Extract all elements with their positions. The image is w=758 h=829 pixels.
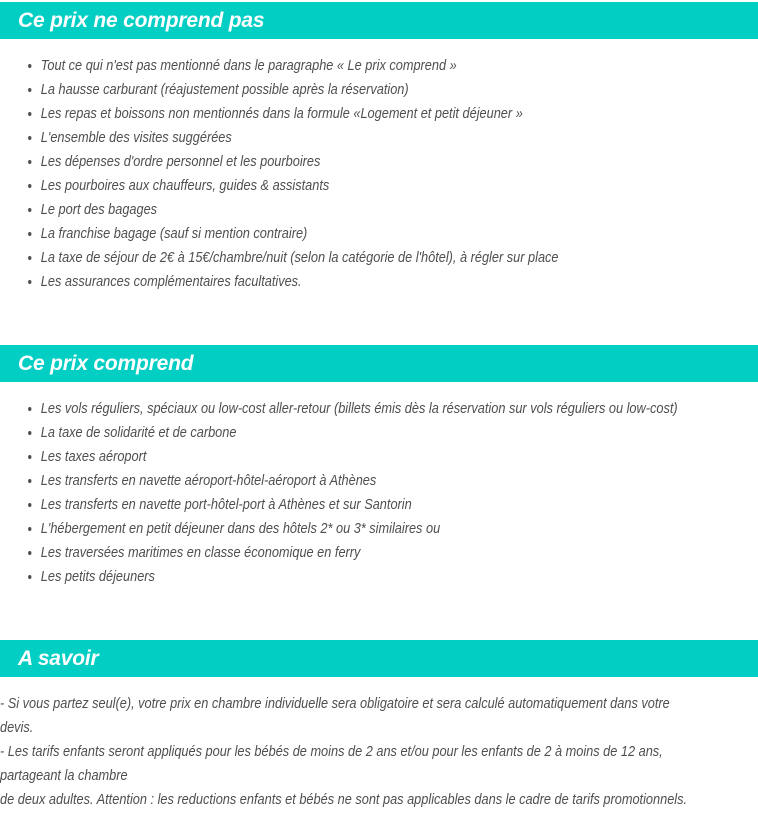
price-excludes-item: • Les repas et boissons non mentionnés dans la formule «Logement et petit déjeuner » <box>41 102 758 126</box>
section-title-price-excludes: Ce prix ne comprend pas <box>18 8 265 32</box>
price-includes-item: • Les taxes aéroport <box>41 445 758 469</box>
price-includes-item: • Les vols réguliers, spéciaux ou low-cost aller-retour (billets émis dès la réservation sur vols réguliers ou low-cost) <box>41 397 758 421</box>
section-header-price-excludes <box>0 2 758 39</box>
section-title-know: A savoir <box>18 646 99 670</box>
price-excludes-list <box>0 54 758 294</box>
section-header-price-includes <box>0 345 758 382</box>
section-price-includes <box>0 345 758 589</box>
price-includes-item: • La taxe de solidarité et de carbone <box>41 421 758 445</box>
price-excludes-content <box>0 54 758 294</box>
price-includes-list <box>0 397 758 589</box>
section-title-price-includes: Ce prix comprend <box>18 351 194 375</box>
know-text <box>0 692 758 827</box>
price-excludes-item: • La hausse carburant (réajustement possible après la réservation) <box>41 78 758 102</box>
section-price-excludes <box>0 2 758 294</box>
price-includes-item: • Les transferts en navette port-hôtel-port à Athènes et sur Santorin <box>41 493 758 517</box>
price-includes-item: • Les petits déjeuners <box>41 565 758 589</box>
price-excludes-item: • La franchise bagage (sauf si mention contraire) <box>41 222 758 246</box>
section-know <box>0 640 758 827</box>
price-includes-item: • Les transferts en navette aéroport-hôtel-aéroport à Athènes <box>41 469 758 493</box>
price-excludes-item: • La taxe de séjour de 2€ à 15€/chambre/nuit (selon la catégorie de l'hôtel), à régler sur place <box>41 246 758 270</box>
price-excludes-item: • Les assurances complémentaires facultatives. <box>41 270 758 294</box>
price-excludes-item: • Tout ce qui n'est pas mentionné dans le paragraphe « Le prix comprend » <box>41 54 758 78</box>
know-text-line: - Les tarifs enfants seront appliqués pour les bébés de moins de 2 ans et/ou pour les enfants de 2 à moins de 12 ans, <box>0 743 663 760</box>
know-text-line: devis. <box>0 719 34 736</box>
know-content <box>0 692 758 827</box>
price-excludes-item: • L'ensemble des visites suggérées <box>41 126 758 150</box>
price-excludes-item: • Les pourboires aux chauffeurs, guides & assistants <box>41 174 758 198</box>
section-header-know <box>0 640 758 677</box>
price-includes-content <box>0 397 758 589</box>
know-text-line: de deux adultes. Attention : les reductions enfants et bébés ne sont pas applicables dans le cadre de tarifs promotionnels. <box>0 791 688 808</box>
know-text-line: partageant la chambre <box>0 767 128 784</box>
price-excludes-item: • Le port des bagages <box>41 198 758 222</box>
price-includes-item: • L'hébergement en petit déjeuner dans des hôtels 2* ou 3* similaires ou <box>41 517 758 541</box>
price-includes-item: • Les traversées maritimes en classe économique en ferry <box>41 541 758 565</box>
know-text-line: - Si vous partez seul(e), votre prix en chambre individuelle sera obligatoire et sera calculé automatiquement dans votre <box>0 695 670 712</box>
price-excludes-item: • Les dépenses d'ordre personnel et les pourboires <box>41 150 758 174</box>
